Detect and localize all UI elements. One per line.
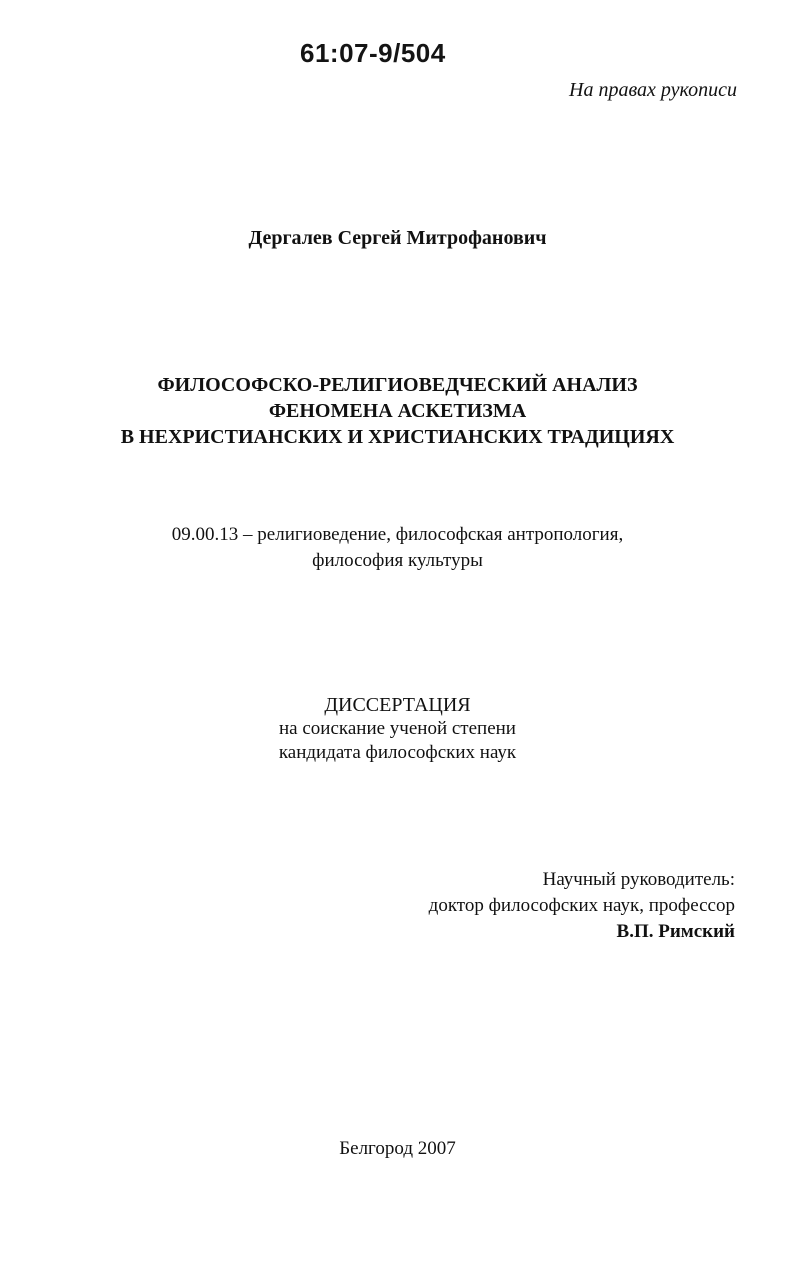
title-line-3: В НЕХРИСТИАНСКИХ И ХРИСТИАНСКИХ ТРАДИЦИЯХ — [120, 426, 675, 448]
specialty-line-1: 09.00.13 – религиоведение, философская антропология, — [171, 524, 624, 545]
city-year: Белгород 2007 — [339, 1138, 456, 1159]
archive-stamp: 61:07-9/504 — [300, 38, 446, 68]
specialty-code — [0, 522, 795, 574]
supervisor-label: Научный руководитель: — [542, 869, 735, 890]
degree-line-2: кандидата философских наук — [278, 742, 517, 763]
author-name: Дергалев Сергей Митрофанович — [248, 227, 547, 249]
supervisor-name: В.П. Римский — [616, 921, 735, 942]
supervisor-position: доктор философских наук, профессор — [428, 895, 735, 916]
title-line-1: ФИЛОСОФСКО-РЕЛИГИОВЕДЧЕСКИЙ АНАЛИЗ — [157, 374, 638, 396]
manuscript-rights-note: На правах рукописи — [569, 79, 737, 101]
supervisor-block — [429, 867, 735, 945]
specialty-line-2: философия культуры — [312, 550, 483, 571]
document-kind: ДИССЕРТАЦИЯ — [324, 694, 471, 716]
dissertation-title — [0, 372, 795, 450]
title-line-2: ФЕНОМЕНА АСКЕТИЗМА — [268, 400, 527, 422]
degree-line-1: на соискание ученой степени — [279, 718, 516, 739]
degree-block — [0, 693, 795, 765]
